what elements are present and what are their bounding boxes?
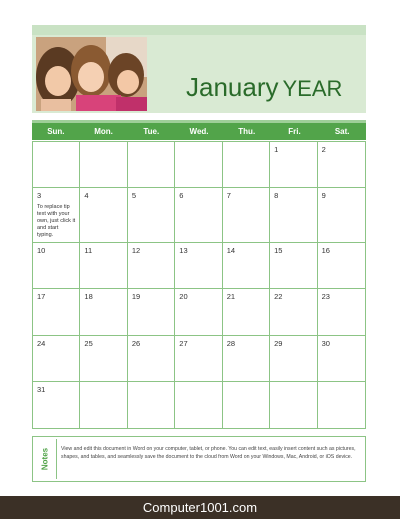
day-cell[interactable]	[80, 289, 127, 335]
day-number: 16	[321, 246, 330, 256]
day-cell[interactable]	[318, 188, 365, 243]
day-cell[interactable]	[270, 382, 317, 428]
day-cell[interactable]	[223, 289, 270, 335]
day-cell[interactable]	[175, 188, 222, 243]
day-cell[interactable]	[80, 142, 127, 188]
weekday-label: Tue.	[143, 127, 160, 136]
day-number: 27	[179, 338, 188, 348]
day-cell[interactable]	[318, 243, 365, 289]
day-number: 9	[321, 191, 326, 201]
day-number: 24	[37, 338, 46, 348]
day-cell[interactable]	[33, 336, 80, 382]
weekday-label: Fri.	[288, 127, 301, 136]
day-number: 13	[179, 246, 188, 256]
day-cell[interactable]	[318, 336, 365, 382]
day-number: 7	[226, 191, 231, 201]
day-cell[interactable]	[33, 243, 80, 289]
day-number: 30	[321, 338, 330, 348]
day-number: 26	[131, 338, 141, 348]
weekday-label: Mon.	[94, 127, 113, 136]
day-number: 17	[37, 292, 46, 302]
header-photo	[36, 37, 147, 111]
day-number: 23	[321, 292, 330, 302]
year-placeholder: YEAR	[282, 76, 343, 101]
calendar-title	[186, 72, 342, 103]
day-cell[interactable]	[80, 243, 127, 289]
day-cell[interactable]	[80, 336, 127, 382]
notes-label-box	[34, 439, 57, 479]
day-number: 5	[131, 191, 137, 201]
weekday-header-row	[32, 123, 366, 140]
day-cell[interactable]	[175, 336, 222, 382]
day-cell[interactable]	[128, 289, 175, 335]
day-number: 21	[226, 292, 236, 302]
day-number: 1	[274, 145, 279, 154]
day-cell[interactable]	[175, 382, 222, 428]
day-number: 8	[274, 191, 279, 201]
day-cell[interactable]	[318, 382, 365, 428]
day-cell[interactable]	[33, 382, 80, 428]
day-cell[interactable]	[128, 188, 175, 243]
notes-text[interactable]: View and edit this document in Word on your computer, tablet, or phone. You can edit text, easily insert content such as pictures, shapes, and tables, and seamlessly save the document to the cloud from Word on your Windows, Mac, Android, or iOS device.	[61, 446, 356, 460]
notes-label: Notes	[40, 447, 50, 471]
day-number: 29	[274, 338, 283, 348]
day-cell[interactable]	[223, 142, 270, 188]
day-cell[interactable]	[270, 188, 317, 243]
day-cell[interactable]	[223, 188, 270, 243]
day-number: 19	[131, 292, 141, 302]
day-cell[interactable]	[175, 243, 222, 289]
day-cell[interactable]	[175, 289, 222, 335]
day-cell[interactable]	[128, 142, 175, 188]
day-cell[interactable]	[270, 336, 317, 382]
day-number: 6	[179, 191, 184, 201]
weekday-label: Thu.	[238, 127, 256, 136]
day-number: 3	[37, 191, 42, 201]
day-number: 2	[321, 145, 326, 154]
day-number: 11	[84, 246, 93, 256]
day-cell[interactable]	[223, 243, 270, 289]
day-cell[interactable]	[318, 142, 365, 188]
day-cell[interactable]	[80, 382, 127, 428]
month-name: January	[186, 72, 279, 102]
day-number: 20	[179, 292, 188, 302]
day-cell[interactable]	[175, 142, 222, 188]
day-tip-text[interactable]: To replace tip text with your own, just click it and start typing.	[37, 204, 76, 239]
day-number: 10	[37, 246, 46, 256]
day-number: 14	[226, 246, 236, 256]
day-number: 25	[84, 338, 93, 348]
weekday-label: Sun.	[47, 127, 65, 136]
header-top-band	[32, 25, 366, 35]
day-cell[interactable]	[33, 188, 80, 243]
weekday-label: Sat.	[334, 127, 350, 136]
weekday-label: Wed.	[189, 127, 209, 136]
day-number: 31	[37, 384, 46, 394]
day-cell[interactable]	[270, 142, 317, 188]
day-number: 12	[131, 246, 141, 256]
day-cell[interactable]	[80, 188, 127, 243]
day-cell[interactable]	[270, 289, 317, 335]
day-cell[interactable]	[33, 289, 80, 335]
day-number: 4	[84, 191, 89, 201]
day-cell[interactable]	[318, 289, 365, 335]
day-cell[interactable]	[128, 382, 175, 428]
day-cell[interactable]	[270, 243, 317, 289]
day-number: 28	[226, 338, 236, 348]
day-number: 22	[274, 292, 283, 302]
day-number: 15	[274, 246, 283, 256]
footer-watermark: Computer1001.com	[0, 496, 400, 519]
day-cell[interactable]	[223, 382, 270, 428]
day-number: 18	[84, 292, 93, 302]
day-cell[interactable]	[223, 336, 270, 382]
day-cell[interactable]	[128, 243, 175, 289]
calendar-grid	[32, 141, 366, 429]
day-cell[interactable]	[33, 142, 80, 188]
day-cell[interactable]	[128, 336, 175, 382]
notes-section	[32, 436, 366, 482]
